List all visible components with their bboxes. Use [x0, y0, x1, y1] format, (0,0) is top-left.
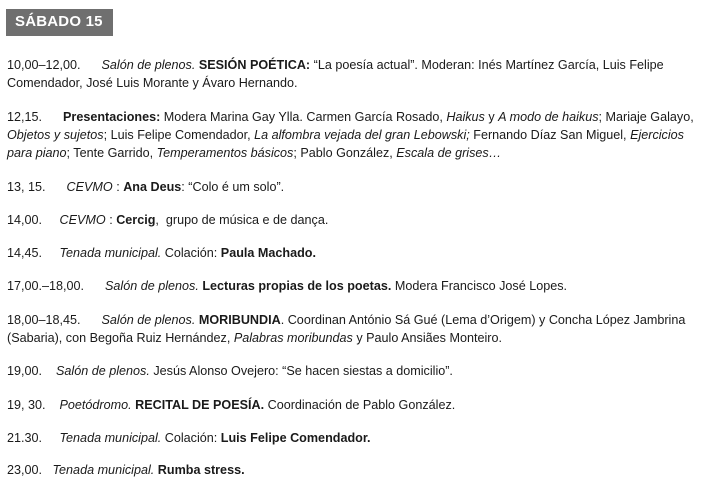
schedule-entry: 13, 15. CEVMO : Ana Deus: “Colo é um solo”.: [7, 180, 285, 194]
schedule-entry: 21.30. Tenada municipal. Colación: Luis Felipe Comendador.: [7, 431, 371, 445]
schedule-entry: 18,00–18,45. Salón de plenos. MORIBUNDIA. Coordinan António Sá Gué (Lema d’Origem) y Concha López Jambrina (Sabaria), con Begoña Ruiz Hernández, Palabras moribundas y Paulo Ansiães Monteiro.: [7, 313, 686, 345]
schedule-entry: 19, 30. Poetódromo. RECITAL DE POESÍA. Coordinación de Pablo González.: [7, 398, 456, 412]
schedule-entry: 17,00.–18,00. Salón de plenos. Lecturas propias de los poetas. Modera Francisco José Lopes.: [7, 279, 568, 293]
schedule-entry: 10,00–12,00. Salón de plenos. SESIÓN POÉTICA: “La poesía actual”. Moderan: Inés Martínez García, Luis Felipe Comendador, José Luis Morante y Ávaro Hernando.: [7, 58, 664, 90]
day-header: SÁBADO 15: [6, 9, 113, 36]
schedule-entry: 23,00. Tenada municipal. Rumba stress.: [7, 463, 245, 477]
schedule-entry: 14,45. Tenada municipal. Colación: Paula Machado.: [7, 246, 316, 260]
schedule-entry: 19,00. Salón de plenos. Jesús Alonso Ovejero: “Se hacen siestas a domicilio”.: [7, 364, 453, 378]
schedule-entry: 12,15. Presentaciones: Modera Marina Gay Ylla. Carmen García Rosado, Haikus y A modo de haikus; Mariaje Galayo, Objetos y sujetos; Luis Felipe Comendador, La alfombra vejada del gran Lebowski; Fernando Díaz San Miguel, Ejercicios para piano; Tente Garrido, Temperamentos básicos; Pablo González, Escala de grises…: [7, 110, 694, 160]
schedule-entry: 14,00. CEVMO : Cercig, grupo de música e de dança.: [7, 213, 329, 227]
